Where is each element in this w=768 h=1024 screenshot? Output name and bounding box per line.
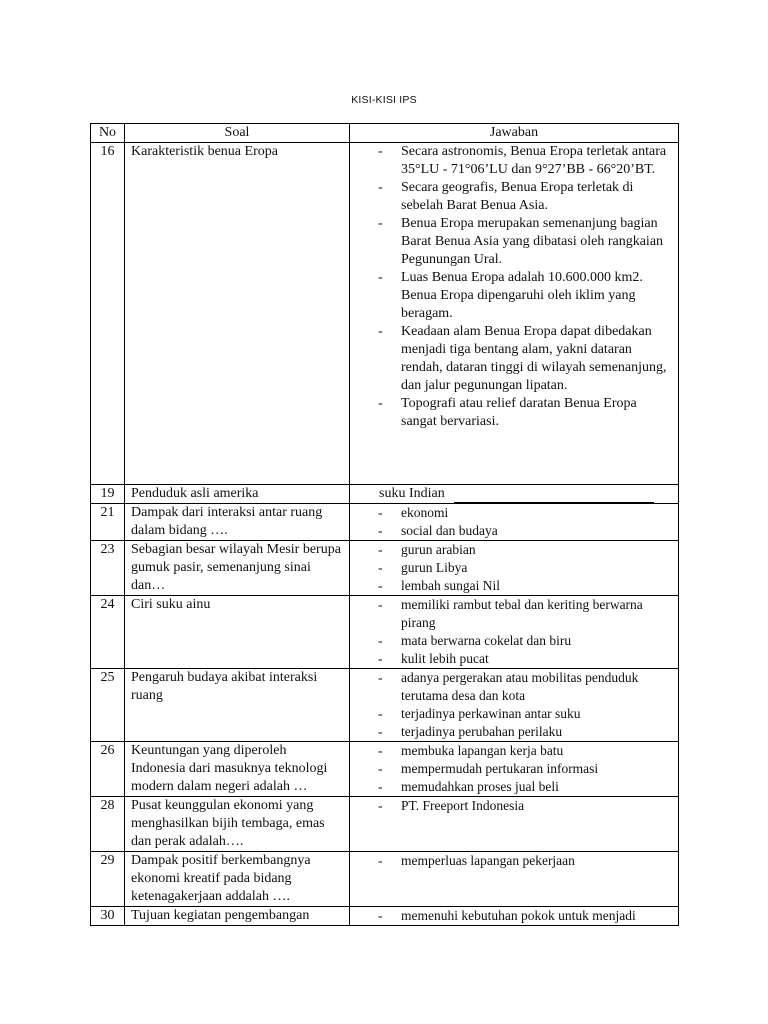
row-number: 29 xyxy=(91,852,125,907)
row-number: 28 xyxy=(91,797,125,852)
answer-item: - gurun Libya xyxy=(356,559,672,577)
table-row xyxy=(91,541,679,596)
header-soal: Soal xyxy=(125,124,350,143)
answer-item: - Keadaan alam Benua Eropa dapat dibedakan menjadi tiga bentang alam, yakni dataran rendah, dataran tinggi di wilayah semenanjung, dan jalur pegunungan lipatan. xyxy=(356,323,672,395)
row-question: Dampak positif berkembangnya ekonomi kreatif pada bidang ketenagakerjaan addalah …. xyxy=(125,852,350,907)
row-number: 19 xyxy=(91,485,125,504)
row-number: 16 xyxy=(91,143,125,485)
row-question: Dampak dari interaksi antar ruang dalam bidang …. xyxy=(125,504,350,541)
answer-text: suku Indian xyxy=(379,486,445,501)
answer-item: - terjadinya perubahan perilaku xyxy=(356,723,672,741)
answer-item: - Topografi atau relief daratan Benua Eropa sangat bervariasi. xyxy=(356,395,672,431)
row-number: 30 xyxy=(91,907,125,926)
row-answer xyxy=(350,742,679,797)
header-no: No xyxy=(91,124,125,143)
answer-item: - Benua Eropa merupakan semenanjung bagian Barat Benua Asia yang dibatasi oleh rangkaian Pegunungan Ural. xyxy=(356,215,672,269)
row-number: 25 xyxy=(91,669,125,742)
table-row xyxy=(91,669,679,742)
row-question: Tujuan kegiatan pengembangan xyxy=(125,907,350,926)
table-row xyxy=(91,504,679,541)
answer-item: - memenuhi kebutuhan pokok untuk menjadi xyxy=(356,907,672,925)
document-title: KISI-KISI IPS xyxy=(351,94,417,106)
row-answer xyxy=(350,907,679,926)
table-row xyxy=(91,485,679,504)
row-question: Karakteristik benua Eropa xyxy=(125,143,350,485)
row-answer xyxy=(350,485,679,504)
row-number: 23 xyxy=(91,541,125,596)
answer-item: - lembah sungai Nil xyxy=(356,577,672,595)
row-question: Pengaruh budaya akibat interaksi ruang xyxy=(125,669,350,742)
answer-item: - memiliki rambut tebal dan keriting berwarna pirang xyxy=(356,596,672,632)
table-row xyxy=(91,852,679,907)
table-row xyxy=(91,742,679,797)
answer-item: - PT. Freeport Indonesia xyxy=(356,797,672,815)
row-number: 24 xyxy=(91,596,125,669)
row-number: 26 xyxy=(91,742,125,797)
answer-item: - memperluas lapangan pekerjaan xyxy=(356,852,672,870)
underline-blank xyxy=(454,502,654,503)
table-header-row xyxy=(91,124,679,143)
row-question: Pusat keunggulan ekonomi yang menghasilkan bijih tembaga, emas dan perak adalah…. xyxy=(125,797,350,852)
answer-item: - Secara geografis, Benua Eropa terletak di sebelah Barat Benua Asia. xyxy=(356,179,672,215)
table-row xyxy=(91,596,679,669)
row-answer xyxy=(350,541,679,596)
row-answer xyxy=(350,143,679,485)
kisi-kisi-table xyxy=(90,123,679,926)
answer-item: - gurun arabian xyxy=(356,541,672,559)
answer-item: - ekonomi xyxy=(356,504,672,522)
answer-item: - mempermudah pertukaran informasi xyxy=(356,760,672,778)
row-answer xyxy=(350,596,679,669)
answer-item: - Luas Benua Eropa adalah 10.600.000 km2. Benua Eropa dipengaruhi oleh iklim yang beragam. xyxy=(356,269,672,323)
row-answer xyxy=(350,669,679,742)
answer-item: - Secara astronomis, Benua Eropa terletak antara 35°LU - 71°06’LU dan 9°27’BB - 66°20’BT. xyxy=(356,143,672,179)
header-jawaban: Jawaban xyxy=(350,124,679,143)
table-row xyxy=(91,907,679,926)
row-answer xyxy=(350,797,679,852)
row-answer xyxy=(350,852,679,907)
row-question: Keuntungan yang diperoleh Indonesia dari masuknya teknologi modern dalam negeri adalah … xyxy=(125,742,350,797)
answer-item: - adanya pergerakan atau mobilitas penduduk terutama desa dan kota xyxy=(356,669,672,705)
table-row xyxy=(91,143,679,485)
answer-item: - social dan budaya xyxy=(356,522,672,540)
row-question: Penduduk asli amerika xyxy=(125,485,350,504)
row-question: Ciri suku ainu xyxy=(125,596,350,669)
answer-item: - membuka lapangan kerja batu xyxy=(356,742,672,760)
row-number: 21 xyxy=(91,504,125,541)
table-row xyxy=(91,797,679,852)
answer-item: - mata berwarna cokelat dan biru xyxy=(356,632,672,650)
row-question: Sebagian besar wilayah Mesir berupa gumuk pasir, semenanjung sinai dan… xyxy=(125,541,350,596)
row-answer xyxy=(350,504,679,541)
answer-item: - terjadinya perkawinan antar suku xyxy=(356,705,672,723)
answer-item: - kulit lebih pucat xyxy=(356,650,672,668)
answer-item: - memudahkan proses jual beli xyxy=(356,778,672,796)
